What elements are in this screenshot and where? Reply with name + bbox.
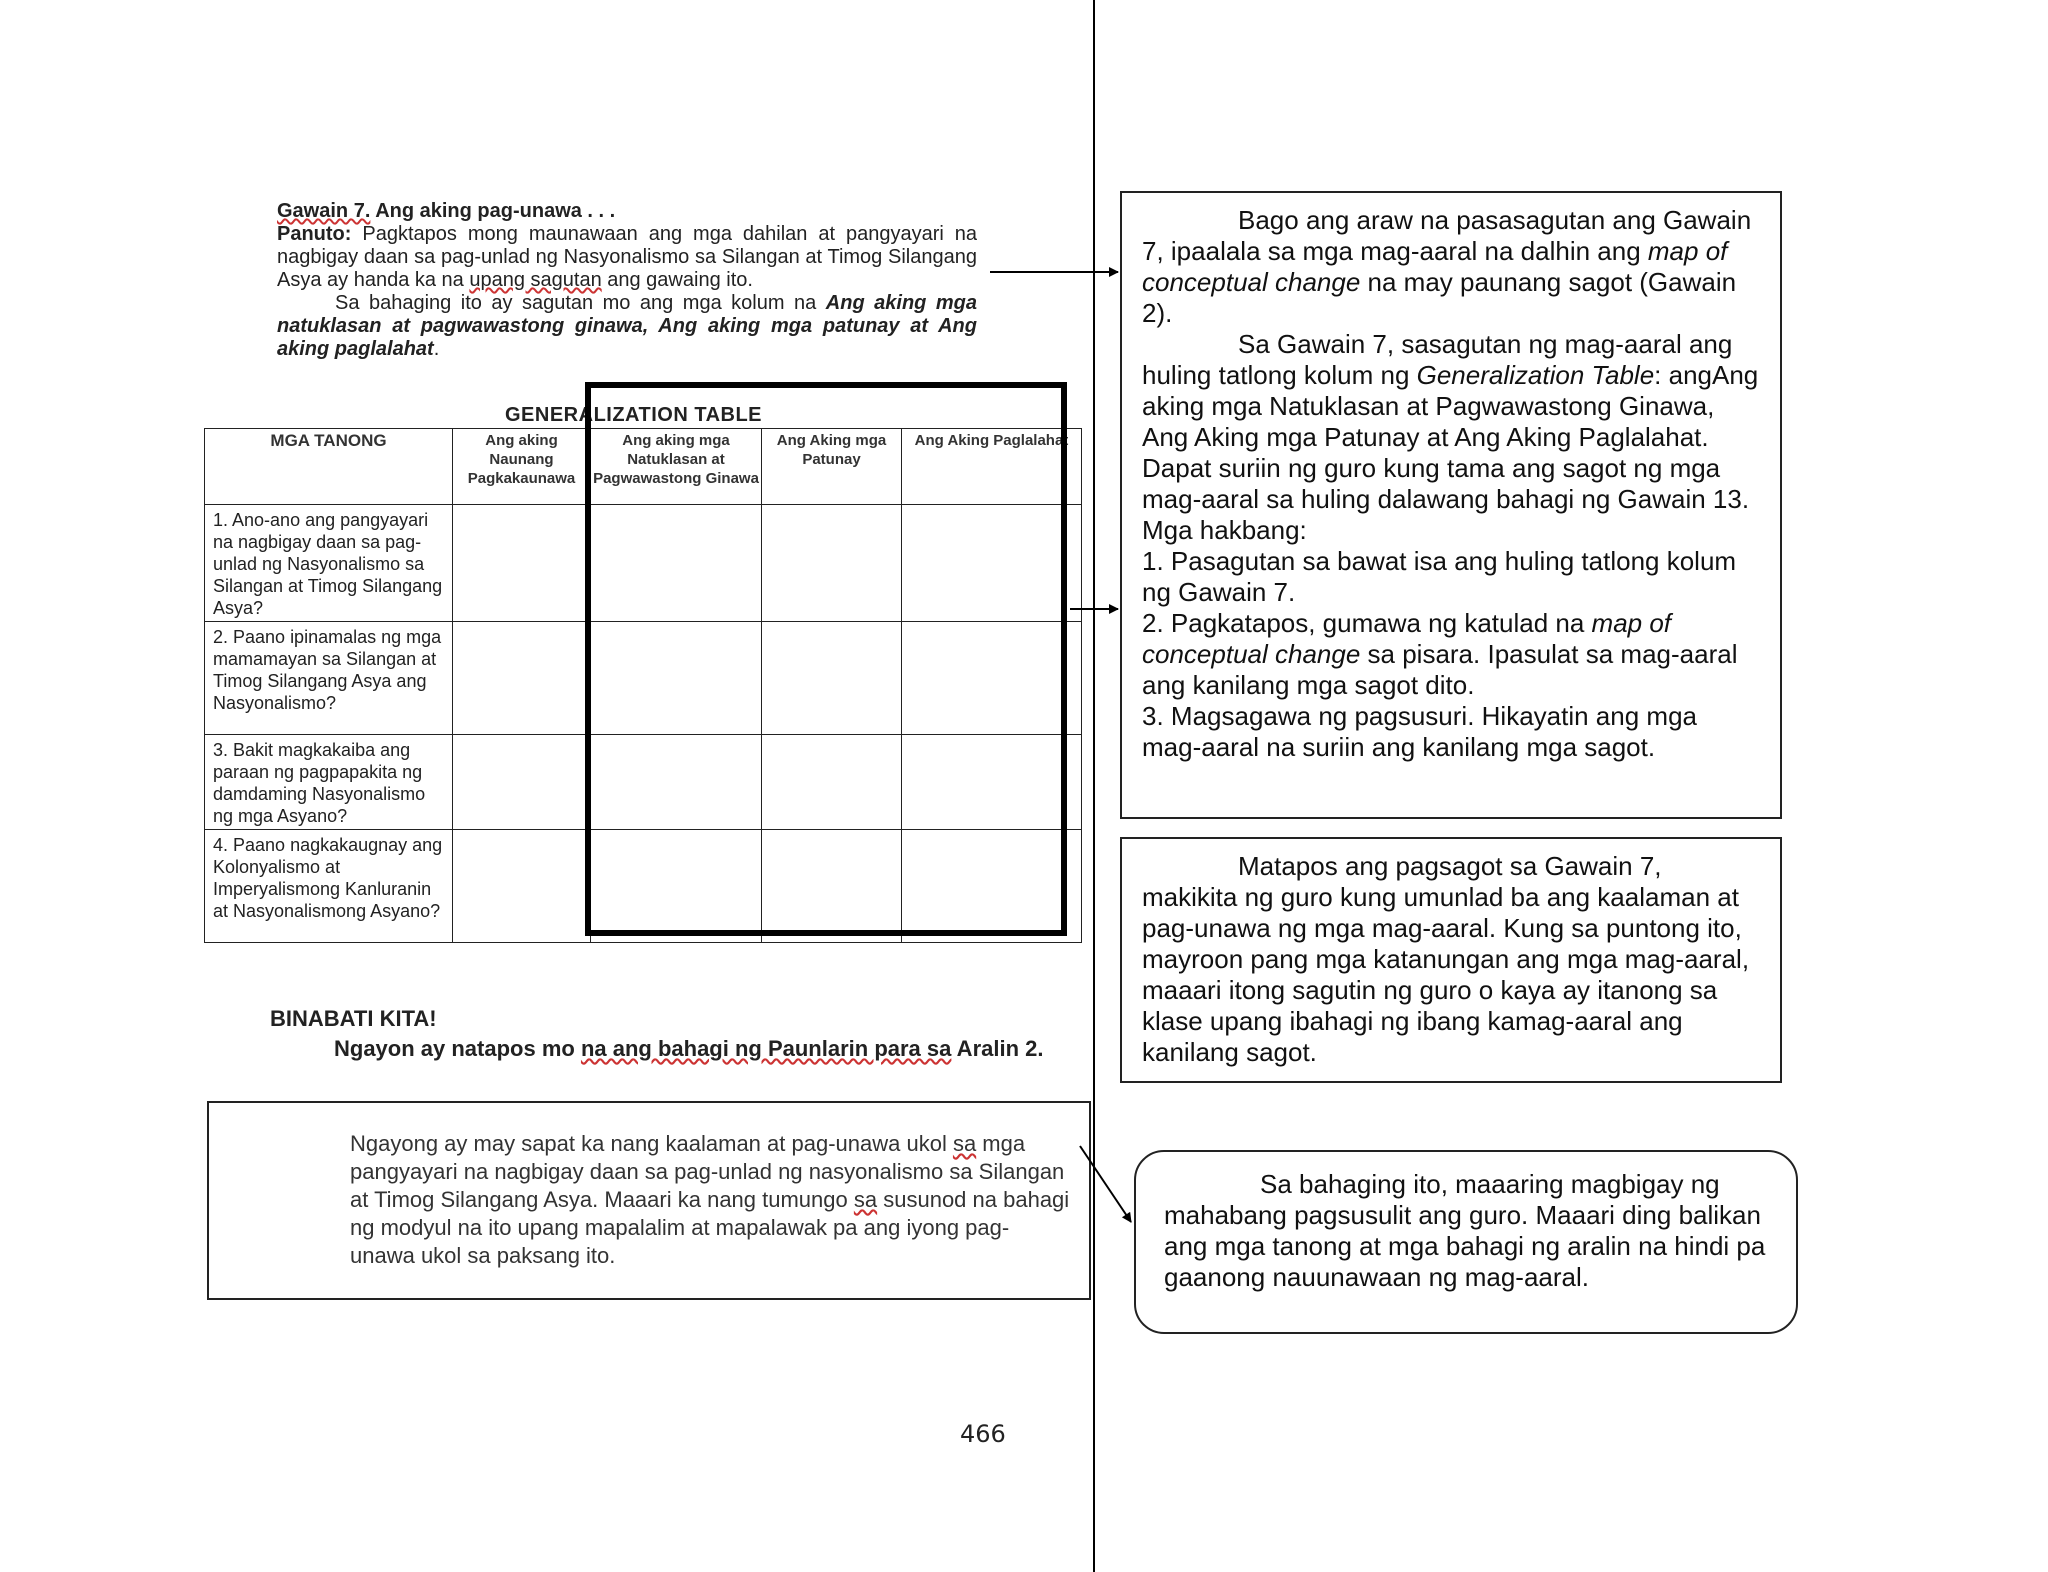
- note1-step2-end: sa pisara. Ipasulat sa mag-aaral ang kanilang mga sagot dito.: [1142, 639, 1738, 700]
- header-naunang-pagkakaunawa: Ang aking Naunang Pagkakaunawa: [453, 429, 591, 505]
- note3-text: Sa bahaging ito, maaaring magbigay ng mahabang pagsusulit ang guro. Maaari ding balikan ang mga tanong at mga bahagi ng aralin na hindi pa gaanong nauunawaan ng mag-aaral.: [1164, 1169, 1766, 1292]
- summary-sa: sa: [952, 1131, 977, 1156]
- natapos-text: Ngayon ay natapos mo: [334, 1036, 581, 1061]
- note1-p2-end: : angAng aking mga Natuklasan at Pagwawastong Ginawa, Ang Aking mga Patunay at Ang Aking Paglalahat. Dapat suriin ng guro kung tama ang sagot ng mga mag-aaral sa huling dalawang bahagi ng Gawain 13.: [1142, 360, 1766, 514]
- question-1: 1. Ano-ano ang pangyayari na nagbigay daan sa pag-unlad ng Nasyonalismo sa Silangan at Timog Silangang Asya?: [205, 505, 453, 622]
- instruction-text: Sa bahaging ito ay sagutan mo ang mga kolum na: [335, 292, 826, 314]
- note1-p2-italic: Generalization Table: [1416, 360, 1655, 390]
- gawain-title-rest: Ang aking pag-unawa . . .: [370, 200, 616, 222]
- gawain-title-prefix: Gawain 7.: [277, 200, 371, 222]
- summary-sa-2: sa: [853, 1187, 878, 1212]
- header-patunay: Ang Aking mga Patunay: [762, 429, 902, 505]
- panuto-text-end: ang gawaing ito.: [601, 269, 753, 291]
- question-2: 2. Paano ipinamalas ng mga mamamayan sa Silangan at Timog Silangang Asya ang Nasyonalismo?: [205, 622, 453, 735]
- arrow-summary-to-note3: [1080, 1146, 1131, 1222]
- note1-step-3: 3. Magsagawa ng pagsusuri. Hikayatin ang mga mag-aaral na suriin ang kanilang mga sagot.: [1142, 701, 1697, 762]
- panuto-label: Panuto:: [277, 223, 352, 245]
- panuto-underlined: upang sagutan: [469, 269, 602, 291]
- note1-p2-text: Sa Gawain 7, sasagutan ng mag-aaral ang huling tatlong kolum ng: [1142, 329, 1733, 390]
- note1-p1-italic: map of conceptual change: [1142, 236, 1728, 297]
- question-3: 3. Bakit magkakaiba ang paraan ng pagpapakita ng damdaming Nasyonalismo ng mga Asyano?: [205, 735, 453, 830]
- header-natuklasan: Ang aking mga Natuklasan at Pagwawastong Ginawa: [591, 429, 762, 505]
- question-4: 4. Paano nagkakaugnay ang Kolonyalismo at Imperyalismong Kanluranin at Nasyonalismong Asyano?: [205, 830, 453, 943]
- natapos-underlined: na ang bahagi ng Paunlarin para sa: [580, 1036, 952, 1061]
- page-number: 466: [960, 1420, 1006, 1448]
- note1-p1-text: Bago ang araw na pasasagutan ang Gawain 7, ipaalala sa mga mag-aaral na dalhin ang: [1142, 205, 1752, 266]
- summary-part-1: Ngayong ay may sapat ka nang kaalaman at pag-unawa ukol: [350, 1131, 953, 1156]
- note1-step-1: 1. Pasagutan sa bawat isa ang huling tatlong kolum ng Gawain 7.: [1142, 546, 1737, 607]
- note1-p1-end: na may paunang sagot (Gawain 2).: [1142, 267, 1737, 328]
- generalization-table-title: GENERALIZATION TABLE: [505, 404, 763, 426]
- natapos-end: Aralin 2.: [951, 1036, 1044, 1061]
- header-paglalahat: Ang Aking Paglalahat: [902, 429, 1082, 505]
- note1-step2-text: 2. Pagkatapos, gumawa ng katulad na: [1142, 608, 1592, 638]
- panuto-text: Pagktapos mong maunawaan ang mga dahilan at pangyayari na nagbigay daan sa pag-unlad ng Nasyonalismo sa Silangan at Timog Silangang Asya ay handa ka na: [277, 223, 977, 291]
- instruction-columns: Ang aking mga natuklasan at pagwawastong ginawa, Ang aking mga patunay at Ang aking paglalahat: [277, 292, 978, 360]
- note1-steps-label: Mga hakbang:: [1142, 515, 1307, 545]
- note2-text: Matapos ang pagsagot sa Gawain 7, makikita ng guro kung umunlad ba ang kaalaman at pag-unawa ng mga mag-aaral. Kung sa puntong ito, mayroon pang mga katanungan ang mga mag-aaral, maaari itong sagutin ng guro o kaya ay itanong sa klase upang ibahagi ng ibang kamag-aaral ang kanilang sagot.: [1142, 851, 1750, 1067]
- header-mga-tanong: MGA TANONG: [205, 429, 453, 505]
- summary-part-3: susunod na bahagi ng modyul na ito upang mapalalim at mapalawak pa ang iyong pag-unawa ukol sa paksang ito.: [350, 1187, 1070, 1268]
- binabati-heading: BINABATI KITA!: [270, 1006, 437, 1031]
- summary-part-2: mga pangyayari na nagbigay daan sa pag-unlad ng nasyonalismo sa Silangan at Timog Silangang Asya. Maaari ka nang tumungo: [350, 1131, 1065, 1212]
- instruction-end: .: [433, 338, 440, 360]
- note1-step2-italic: map of conceptual change: [1142, 608, 1672, 669]
